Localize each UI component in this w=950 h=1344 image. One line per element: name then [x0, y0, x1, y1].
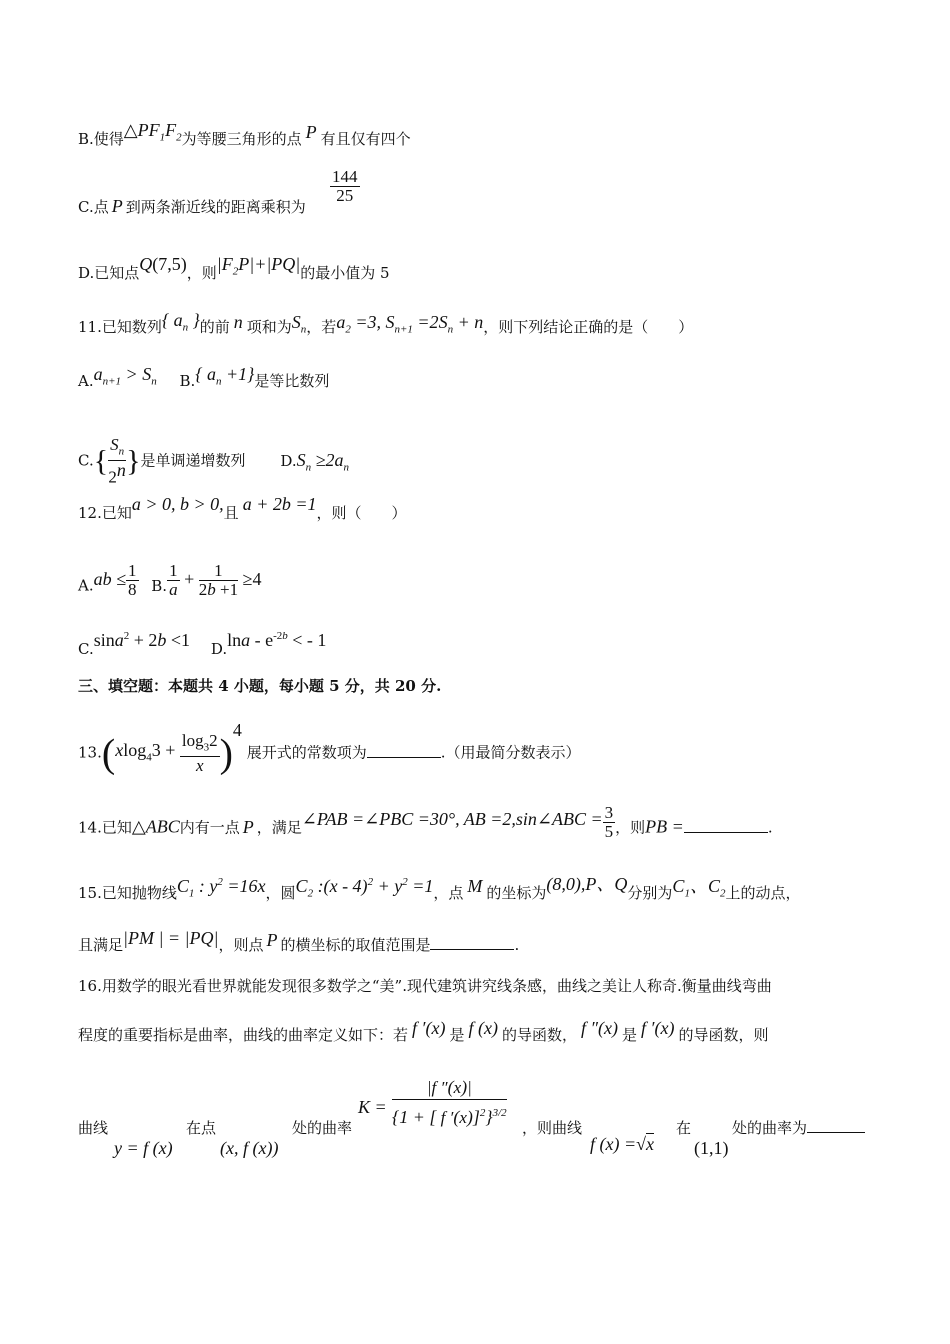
fraction-1-a: $\frac{1}{a}$: [169, 561, 178, 599]
q12-stem-prefix: 12.已知: [78, 504, 132, 522]
q15-mid4: 分别为: [627, 884, 673, 902]
math-f-double-prime: f ″(x): [581, 1018, 619, 1038]
q11-stem-1: 的前: [199, 318, 230, 336]
q12-stem-mid: 且: [223, 504, 239, 522]
math-point-pq: (8,0),P、Q: [546, 874, 628, 894]
q14-mid2: ，满足: [256, 818, 302, 837]
q10-optb-suffix: 为等腰三角形的点: [181, 130, 302, 148]
math-f-prime: f ′(x): [412, 1018, 446, 1038]
q14-prefix: 14.已知: [78, 818, 132, 837]
math-f-prime-2: f ′(x): [641, 1018, 675, 1038]
math-p: P: [111, 196, 123, 216]
q13-note: .（用最简分数表示）: [440, 743, 581, 762]
q11-stem-2: 项和为: [246, 318, 292, 336]
q15-mid1: ，圆: [265, 884, 296, 902]
math-pm-pq: |PM | = |PQ|: [123, 928, 219, 948]
q16-line2: [78, 1018, 769, 1045]
q11-stem-prefix: 11.已知数列: [78, 318, 162, 336]
answer-blank[interactable]: [367, 757, 441, 758]
answer-blank[interactable]: [684, 832, 768, 833]
math-optc: sina$^2$ + 2b <1: [93, 630, 191, 650]
q16-line3-c: 处的曲率: [292, 1119, 353, 1137]
math-optb: { $a_n +1$}: [195, 364, 255, 388]
q16-line3-f-text: 处的曲率为: [732, 1119, 808, 1137]
math-pb: PB =: [645, 816, 684, 837]
fraction-numerator: 144: [332, 167, 358, 186]
math-f: f (x): [468, 1018, 498, 1038]
q16-line2-b: 是: [449, 1026, 465, 1044]
fraction-1-8: $\frac{1}{8}$: [128, 561, 137, 599]
math-c2: $C_2$ :(x - $4)^2 + y^2 =1$: [295, 876, 434, 900]
q11-opta-label: A.: [78, 372, 94, 390]
q16-line3-a: 曲线: [78, 1119, 109, 1137]
q11-optb-tail: 是等比数列: [254, 372, 330, 390]
fraction-144-25: [330, 168, 360, 205]
math-p: P: [242, 816, 254, 837]
q16-line2-d: 是: [622, 1026, 638, 1044]
q12-stem: [78, 494, 407, 523]
q13: [78, 719, 581, 776]
math-angles: ∠PAB =∠PBC =30°, AB =2,sin∠ABC =: [301, 808, 603, 829]
q15-line1: [78, 874, 801, 910]
fraction-3-5: $\frac{3}{5}$: [604, 803, 614, 841]
answer-blank[interactable]: [430, 949, 514, 950]
fraction-sn-2n: $\frac{S_n}{2^n}$: [108, 435, 126, 488]
math-y-eq-fx: y = f (x): [114, 1138, 173, 1158]
q15-mid5: 上的动点，: [725, 884, 801, 902]
math-ge-4: ≥4: [238, 568, 262, 589]
math-c1: $C_1$ : $y^2 =16x$: [176, 876, 266, 900]
q11-stem-3: ，若: [306, 318, 337, 336]
q10-optb-prefix: B.使得: [78, 130, 124, 148]
q10-option-c: [78, 196, 306, 217]
q16-line2-a: 程度的重要指标是曲率，曲线的曲率定义如下：若: [78, 1026, 409, 1044]
q11-optc-tail: 是单调递增数列: [140, 451, 246, 470]
q11-optb-label: B.: [179, 372, 196, 390]
section-3-title: 三、填空题：本题共 4 小题，每小题 5 分，共 20 分.: [78, 677, 442, 695]
curvature-formula: $\frac{|f ''(x)|}{\{1 + [ f '(x)]^2\}^{3/2}}$: [392, 1077, 507, 1127]
math-f-sqrt-x: f (x) =√x: [590, 1134, 655, 1154]
plus-sign: +: [179, 568, 199, 589]
q11-optc-label: C.: [78, 451, 94, 470]
q10-optd-prefix: D.已知点: [78, 264, 140, 282]
q12-stem-tail: ，则（ ）: [316, 504, 407, 522]
q10-optb-tail: 有且仅有四个: [320, 130, 411, 148]
q10-optc-prefix: C.点: [78, 198, 109, 216]
math-point-1-1: (1,1): [694, 1138, 729, 1158]
q14-tail: ，则: [615, 818, 646, 837]
q11-stem: [78, 310, 694, 344]
brace-left: {: [93, 444, 109, 478]
q16-line2-c: 的导函数，: [502, 1026, 578, 1044]
q11-options-cd: [78, 436, 349, 487]
math-c1-c2: $C_1$、$C_2$: [672, 876, 726, 900]
q11-optd-label: D.: [280, 451, 297, 470]
q12-options-ab: [78, 561, 262, 605]
q10-optc-mid: 到两条渐近线的距离乘积为: [125, 198, 306, 216]
q11-options-ab: [78, 364, 330, 398]
math-a-plus-2b: a + 2b =1: [242, 494, 317, 514]
q14-mid: 内有一点: [179, 818, 240, 837]
q16-line3-f: [732, 1118, 865, 1138]
fraction-1-2b1: $\frac{1}{2b +1}$: [198, 561, 239, 599]
q13-prefix: 13.: [78, 743, 102, 762]
answer-blank[interactable]: [807, 1132, 865, 1133]
math-point-x-fx: (x, f (x)): [220, 1138, 279, 1158]
math-triangle-abc: △ABC: [131, 816, 180, 837]
q12-options-cd: [78, 630, 327, 659]
q15-prefix: 15.已知抛物线: [78, 884, 177, 902]
math-m: M: [467, 876, 483, 896]
math-sn: $S_n$: [291, 312, 307, 336]
fraction-log32-x: $\frac{\log_32}{x}$: [181, 731, 218, 776]
q10-option-d: [78, 254, 390, 290]
q12-opta-label: A.: [78, 576, 94, 595]
math-xlog: xlog$_4$3 +: [115, 739, 180, 764]
paren-right: ): [219, 730, 233, 776]
brace-right: }: [126, 444, 141, 478]
math-opta: $a_{n+1} > S_n$: [93, 364, 157, 388]
q16-line3-e: 在: [676, 1119, 692, 1137]
q10-optd-mid: ，则: [186, 264, 217, 282]
q16-line2-e: 的导函数，则: [678, 1026, 769, 1044]
q10-optd-tail: 的最小值为 5: [300, 264, 390, 282]
math-n: n: [233, 312, 243, 332]
math-abs-sum: $|F_2P|+|PQ|$: [216, 254, 301, 278]
q16-line1: 16.用数学的眼光看世界就能发现很多数学之“美”.现代建筑讲究线条感，曲线之美让人称奇.衡量曲线弯曲: [78, 977, 772, 995]
paren-left: (: [101, 730, 116, 776]
math-k-eq: K =: [358, 1097, 387, 1117]
math-point-q: Q(7,5): [139, 254, 187, 274]
math-p: P: [266, 930, 278, 950]
q11-stem-4: ，则下列结论正确的是（ ）: [483, 318, 694, 336]
math-condition: $a_2 =3$, $S_{n+1} =2S_n + n$: [336, 312, 484, 336]
math-triangle-pf1f2: $\triangle PF_1F_2$: [123, 120, 182, 144]
fraction-denominator: 25: [336, 186, 354, 205]
exponent-4: 4: [232, 719, 242, 740]
math-seq-an: { $a_n$ }: [161, 310, 200, 334]
q16-line3-b: 在点: [186, 1119, 217, 1137]
math-optd: lna - $e^{-2b}$ < - 1: [227, 630, 327, 650]
q16-line3-d: ，则曲线: [522, 1119, 583, 1137]
q15-line2-mid: ，则点: [218, 936, 264, 954]
q15-line2-prefix: 且满足: [78, 936, 124, 954]
q10-option-b: [78, 120, 411, 156]
q15-mid3: 的坐标为: [486, 884, 547, 902]
q14: 14.已知△ABC内有一点 P ，满足∠PAB =∠PBC =30°, AB =2,sin∠ABC = $\frac{3}{5}$ ，则PB = .: [78, 803, 773, 841]
q12-optd-label: D.: [210, 640, 228, 658]
q10-optd-point: (7,5): [152, 254, 187, 274]
math-p: P: [305, 122, 317, 142]
math-optd: $S_n \ge 2a_n$: [296, 449, 349, 474]
math-ab-positive: a > 0, b > 0,: [131, 494, 224, 514]
q12-optc-label: C.: [78, 640, 94, 658]
q15-line2: 且满足|PM | = |PQ|，则点 P 的横坐标的取值范围是 .: [78, 928, 520, 954]
q15-mid2: ，点: [433, 884, 464, 902]
math-opta: ab ≤: [93, 568, 126, 589]
q13-tail: 展开式的常数项为: [246, 743, 367, 762]
q15-line2-tail: 的横坐标的取值范围是: [280, 936, 431, 954]
q12-optb-label: B.: [151, 576, 168, 595]
